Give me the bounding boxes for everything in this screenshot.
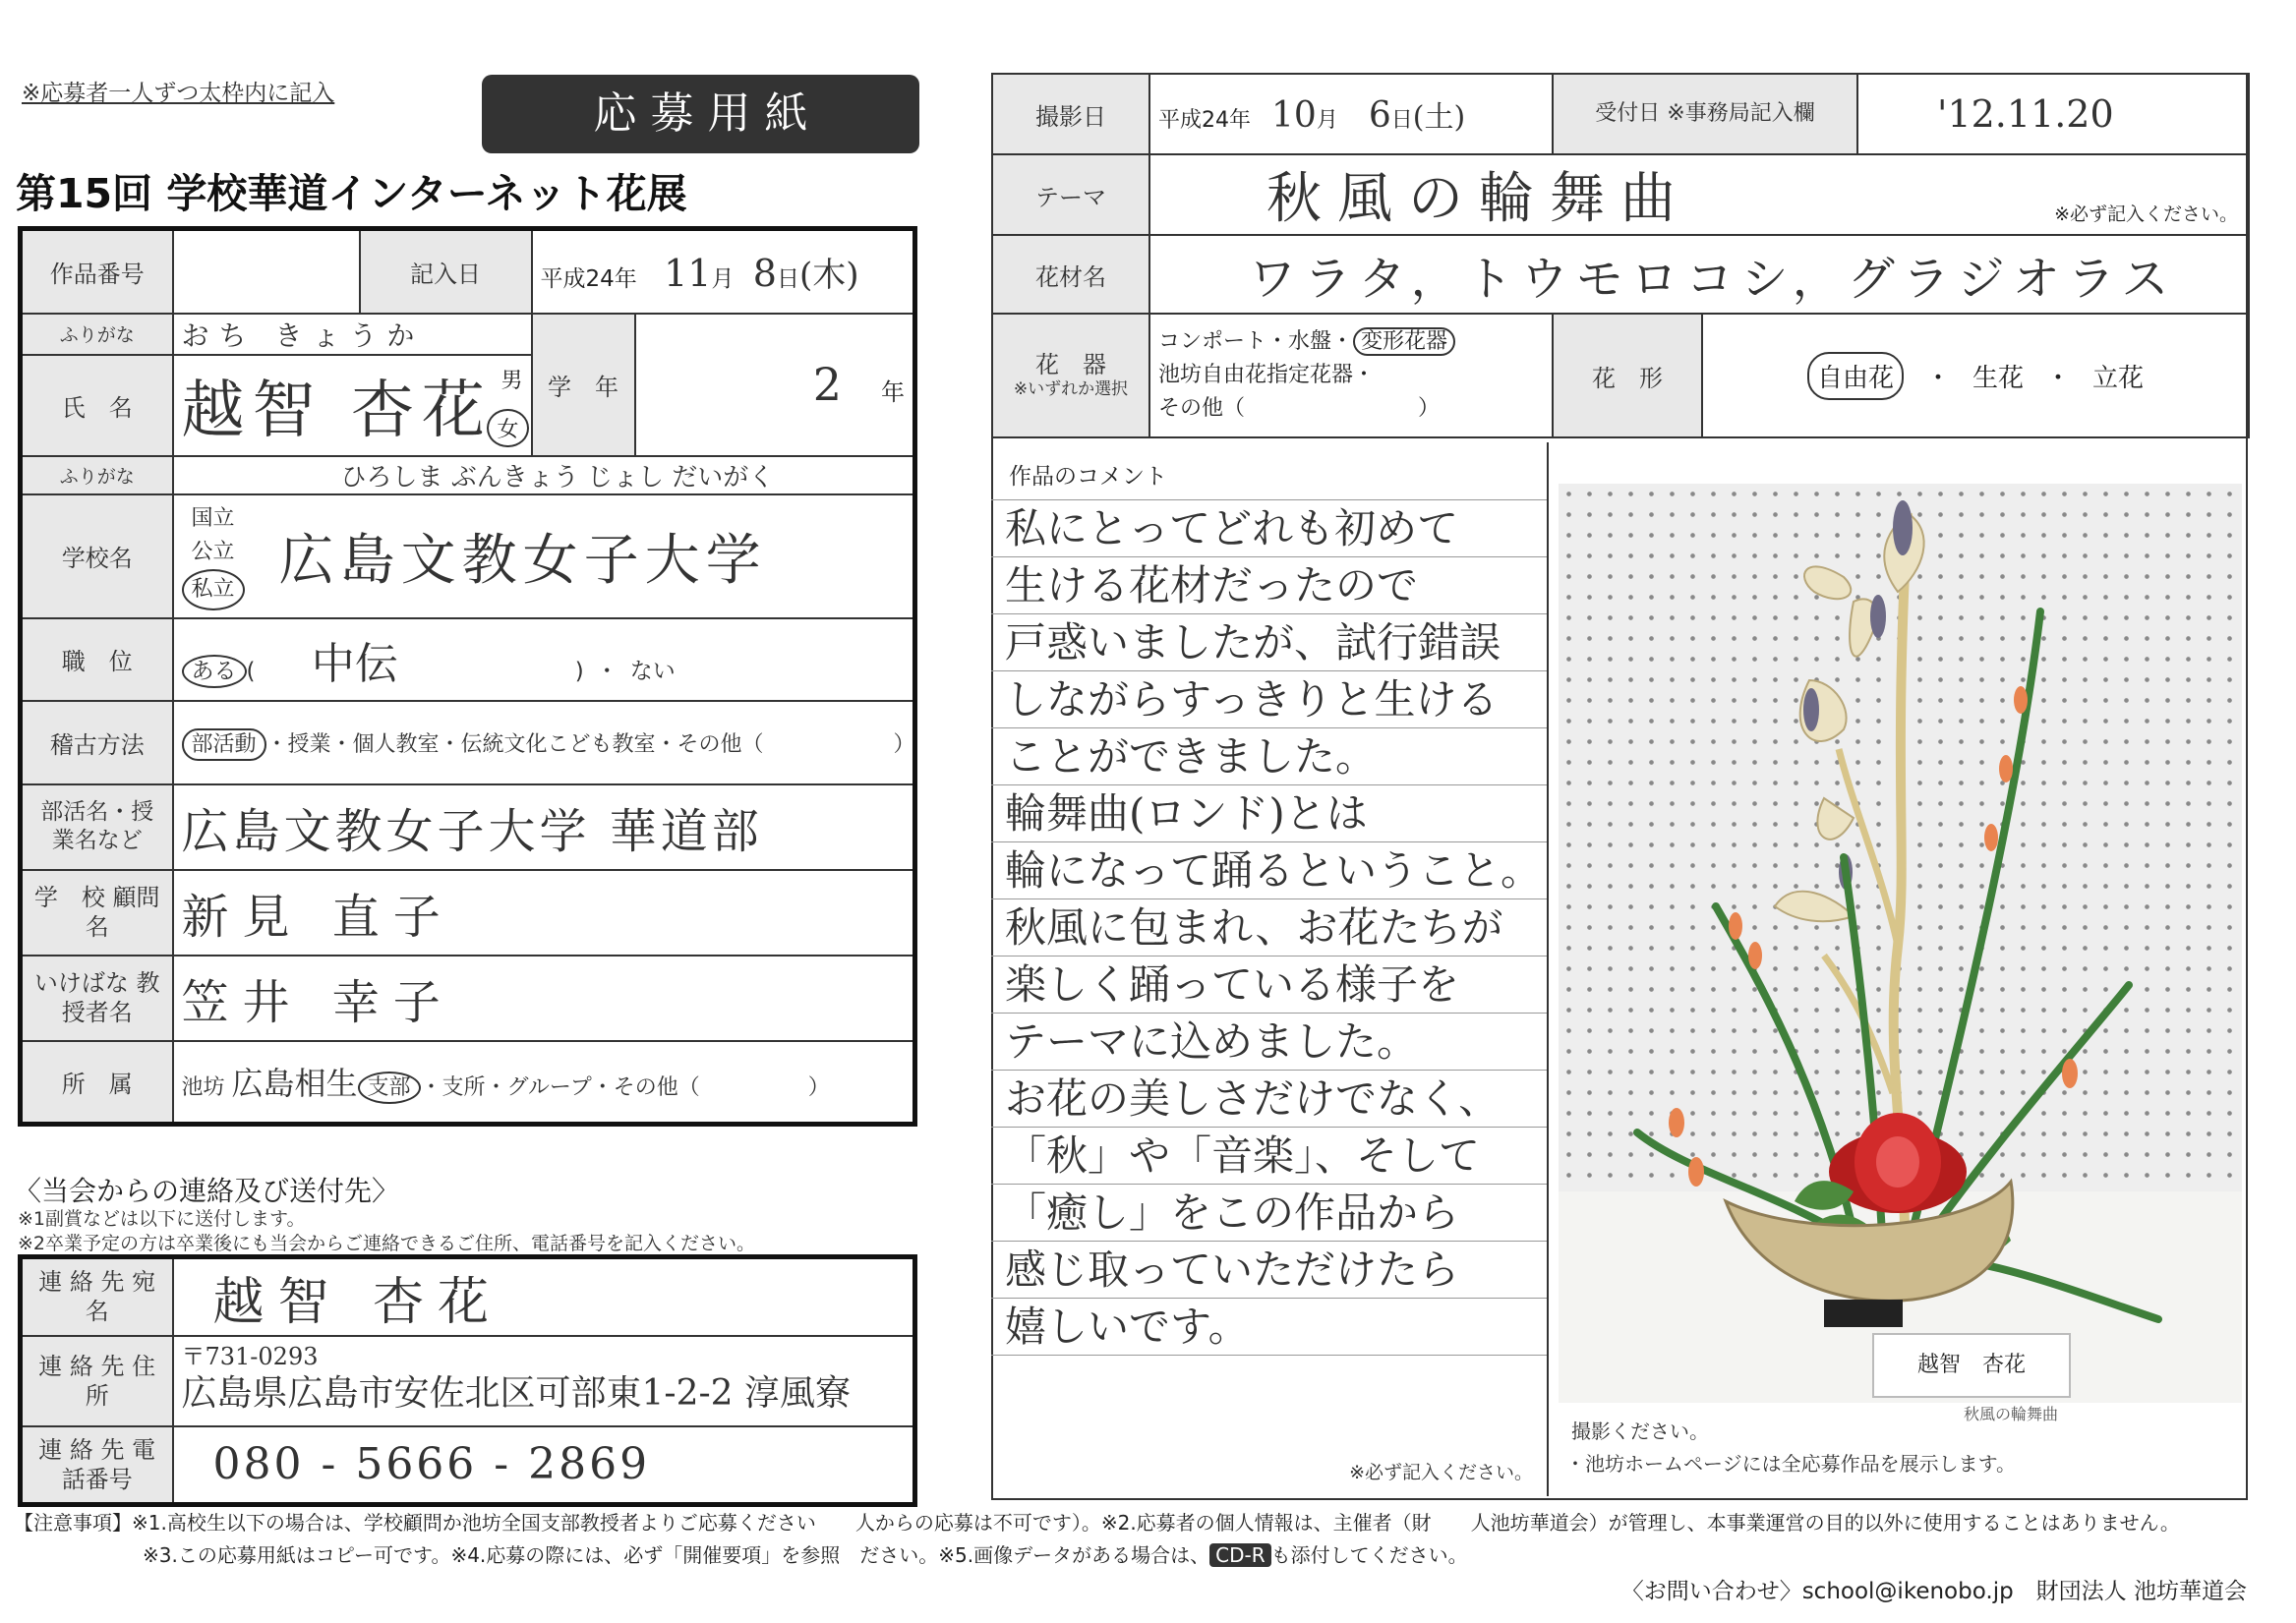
footer-line-2a: ※3.この応募用紙はコピー可です。※4.応募の際には、必ず「開催要項」を参照 ださい。※5.画像データがある場合は、	[143, 1543, 1210, 1567]
practice-club-selected: 部活動	[182, 728, 266, 761]
comment-line: 輪になって踊るということ。	[1005, 846, 1543, 895]
form-free-selected: 自由花	[1807, 352, 1904, 400]
entry-day: 8	[752, 251, 777, 295]
comment-lines[interactable]	[991, 499, 1547, 1356]
entry-era: 平成24年	[540, 265, 637, 292]
shoot-date-field[interactable]	[1149, 74, 1553, 154]
position-close: )	[574, 658, 584, 684]
contact-form	[18, 1254, 917, 1507]
teacher-field[interactable]: 笠井 幸子	[173, 956, 915, 1041]
comment-line: ことができました。	[1005, 732, 1378, 781]
ikebana-photo	[1559, 484, 2242, 1423]
affiliation-field[interactable]	[173, 1041, 915, 1125]
vessel-sub-note: ※いずれか選択	[1013, 379, 1129, 400]
cdr-badge: CD-R	[1209, 1543, 1270, 1567]
comment-line: 私にとってどれも初めて	[1005, 504, 1459, 552]
shoot-date-label: 撮影日	[992, 74, 1149, 154]
grade-value: 2	[812, 358, 843, 411]
material-label: 花材名	[992, 235, 1149, 314]
form-label: 応 募 用 紙	[482, 75, 919, 153]
school-field[interactable]	[173, 494, 915, 618]
comment-label: 作品のコメント	[1009, 464, 1167, 490]
comment-line: 輪舞曲(ロンド)とは	[1005, 789, 1368, 838]
school-public: 公立	[191, 539, 235, 564]
affiliation-options: ・支所・グループ・その他（ ）	[420, 1075, 830, 1101]
address-value: 広島県広島市安佐北区可部東1-2-2 淳風寮	[181, 1372, 851, 1414]
position-sep: ・	[595, 658, 618, 684]
entry-note: ※応募者一人ずつ太枠内に記入	[22, 81, 335, 106]
theme-value: 秋風の輪舞曲	[1266, 167, 1691, 231]
comment-line: 嬉しいです。	[1005, 1303, 1250, 1351]
photo-caption-1: 撮影ください。	[1571, 1420, 1709, 1443]
recipient-label: 連 絡 先 宛 名	[21, 1257, 173, 1336]
contact-note-1: ※1副賞などは以下に送付します。	[18, 1208, 306, 1230]
name-furigana-label: ふりがな	[21, 314, 173, 355]
footer-notes-2	[143, 1539, 1468, 1568]
practice-field[interactable]	[173, 701, 915, 784]
position-label: 職 位	[21, 618, 173, 701]
footer-line-2b: も添付してください。	[1270, 1543, 1468, 1567]
entry-month-unit: 月	[711, 265, 735, 292]
affiliation-value: 広島相生	[231, 1065, 358, 1103]
received-field: '12.11.20	[1857, 74, 2249, 154]
club-label: 部活名・授業名など	[21, 784, 173, 870]
shoot-month: 10	[1271, 95, 1317, 136]
material-field[interactable]: ワラタ，トウモロコシ，グラジオラス	[1149, 235, 2249, 314]
inquiry-contact: 〈お問い合わせ〉school@ikenobo.jp 財団法人 池坊華道会	[1620, 1579, 2247, 1604]
entry-date-label: 記入日	[360, 229, 532, 314]
applicant-form	[18, 226, 917, 1127]
position-no: ない	[629, 658, 676, 684]
flower-arrangement-image	[1559, 484, 2242, 1423]
theme-required-note: ※必ず記入ください。	[2054, 203, 2238, 225]
comment-line: 戸惑いましたが、試行錯誤	[1005, 618, 1501, 667]
position-value: 中伝	[311, 638, 398, 689]
affiliation-branch-selected: 支部	[358, 1072, 421, 1104]
work-number-label: 作品番号	[21, 229, 173, 314]
advisor-label: 学 校 顧問名	[21, 870, 173, 956]
contact-note-2: ※2卒業予定の方は卒業後にも当会からご連絡できるご住所、電話番号を記入ください。	[18, 1233, 756, 1254]
male-option: 男	[500, 368, 523, 393]
vessel-options-2: 池坊自由花指定花器・	[1158, 363, 1376, 387]
club-field[interactable]: 広島文教女子大学 華道部	[173, 784, 915, 870]
address-field[interactable]	[173, 1336, 915, 1426]
vessel-label-text: 花 器	[1035, 351, 1106, 379]
entry-month: 11	[664, 251, 712, 295]
vessel-selected: 変形花器	[1353, 327, 1455, 356]
form-type-field[interactable]	[1553, 314, 2249, 437]
comment-line: 「癒し」をこの作品から	[1005, 1188, 1460, 1237]
vessel-field[interactable]	[1149, 314, 1553, 437]
school-label: 学校名	[21, 494, 173, 618]
theme-field[interactable]	[1149, 154, 2249, 235]
recipient-field[interactable]: 越智 杏花	[173, 1257, 915, 1336]
form-sep-1: ・	[1924, 363, 1951, 393]
footer-notes-1	[14, 1507, 2180, 1536]
practice-label: 稽古方法	[21, 701, 173, 784]
school-furigana-field[interactable]: ひろしま ぶんきょう じょし だいがく	[173, 456, 915, 494]
comment-line: 秋風に包まれ、お花たちが	[1005, 903, 1503, 952]
school-national: 国立	[191, 505, 235, 531]
school-furigana-label: ふりがな	[21, 456, 173, 494]
female-option-selected: 女	[487, 409, 528, 447]
shoot-day: 6	[1368, 95, 1391, 136]
phone-field[interactable]: 080 - 5666 - 2869	[173, 1426, 915, 1505]
advisor-field[interactable]: 新見 直子	[173, 870, 915, 956]
received-label: 受付日 ※事務局記入欄	[1553, 74, 1857, 154]
entry-weekday: (木)	[798, 255, 859, 295]
name-field[interactable]	[173, 355, 532, 456]
comment-line: 感じ取っていただけたら	[1005, 1246, 1460, 1294]
vessel-options-3: その他（ ）	[1158, 396, 1441, 421]
comment-box	[991, 442, 1549, 1496]
comment-line: テーマに込めました。	[1005, 1017, 1419, 1066]
postal-code: 〒731-0293	[181, 1342, 319, 1370]
form-type-label: 花 形	[1554, 315, 1703, 436]
address-label: 連 絡 先 住 所	[21, 1336, 173, 1426]
school-private-selected: 私立	[182, 569, 245, 610]
affiliation-prefix: 池坊	[181, 1075, 225, 1101]
position-field[interactable]	[173, 618, 915, 701]
entry-day-unit: 日	[776, 265, 799, 292]
teacher-label: いけばな 教授者名	[21, 956, 173, 1041]
photo-caption-2: ・池坊ホームページには全応募作品を展示します。	[1565, 1452, 2016, 1476]
comment-line: お花の美しさだけでなく、	[1005, 1074, 1501, 1123]
name-label: 氏 名	[21, 355, 173, 456]
grade-unit: 年	[881, 378, 906, 406]
photo-tag-title: 秋風の輪舞曲	[1963, 1405, 2059, 1423]
work-number-field[interactable]	[173, 229, 360, 314]
page-title: 第15回 学校華道インターネット花展	[16, 170, 687, 217]
comment-line: 「秋」や「音楽」、そして	[1005, 1131, 1481, 1180]
name-furigana-field[interactable]: おち きょうか	[173, 314, 532, 355]
comment-line: しながらすっきりと生ける	[1005, 675, 1499, 724]
position-open: (	[246, 658, 256, 684]
contact-heading: 〈当会からの連絡及び送付先〉	[14, 1175, 400, 1207]
shoot-era: 平成24年	[1158, 108, 1251, 133]
name-value: 越智 杏花	[181, 375, 493, 447]
practice-options: ・授業・個人教室・伝統文化こども教室・その他（ ）	[265, 731, 915, 757]
shoot-day-unit: 日	[1390, 108, 1413, 133]
affiliation-label: 所 属	[21, 1041, 173, 1125]
footer-label: 【注意事項】	[14, 1511, 132, 1535]
footer-line-1: ※1.高校生以下の場合は、学校顧問か池坊全国支部教授者よりご応募ください 人からの応募は不可です）。※2.応募者の個人情報は、主催者（財 人池坊華道会）が管理し、本事業運営の目的以外に使用することはありません。	[132, 1511, 2180, 1535]
phone-label: 連 絡 先 電話番号	[21, 1426, 173, 1505]
shoot-weekday: (土)	[1412, 100, 1466, 135]
form-rikka: 立花	[2092, 363, 2145, 393]
theme-label: テーマ	[992, 154, 1149, 235]
form-seika: 生花	[1972, 363, 2024, 393]
vessel-label	[992, 314, 1149, 437]
work-info-form	[991, 73, 2250, 438]
school-name-value: 広島文教女子大学	[278, 528, 767, 593]
entry-date-field[interactable]	[532, 229, 915, 314]
photo-tag-name: 越智 杏花	[1916, 1353, 2027, 1377]
comment-line: 生ける花材だったので	[1005, 561, 1419, 609]
vessel-options-1: コンポート・水盤・	[1158, 329, 1354, 354]
grade-field[interactable]	[635, 314, 915, 456]
comment-required-note: ※必ず記入ください。	[1349, 1462, 1533, 1483]
comment-line: 楽しく踊っている様子を	[1005, 960, 1460, 1009]
grade-label: 学 年	[532, 314, 635, 456]
form-sep-2: ・	[2045, 363, 2072, 393]
shoot-month-unit: 月	[1316, 108, 1338, 133]
position-yes-selected: ある	[182, 655, 247, 688]
